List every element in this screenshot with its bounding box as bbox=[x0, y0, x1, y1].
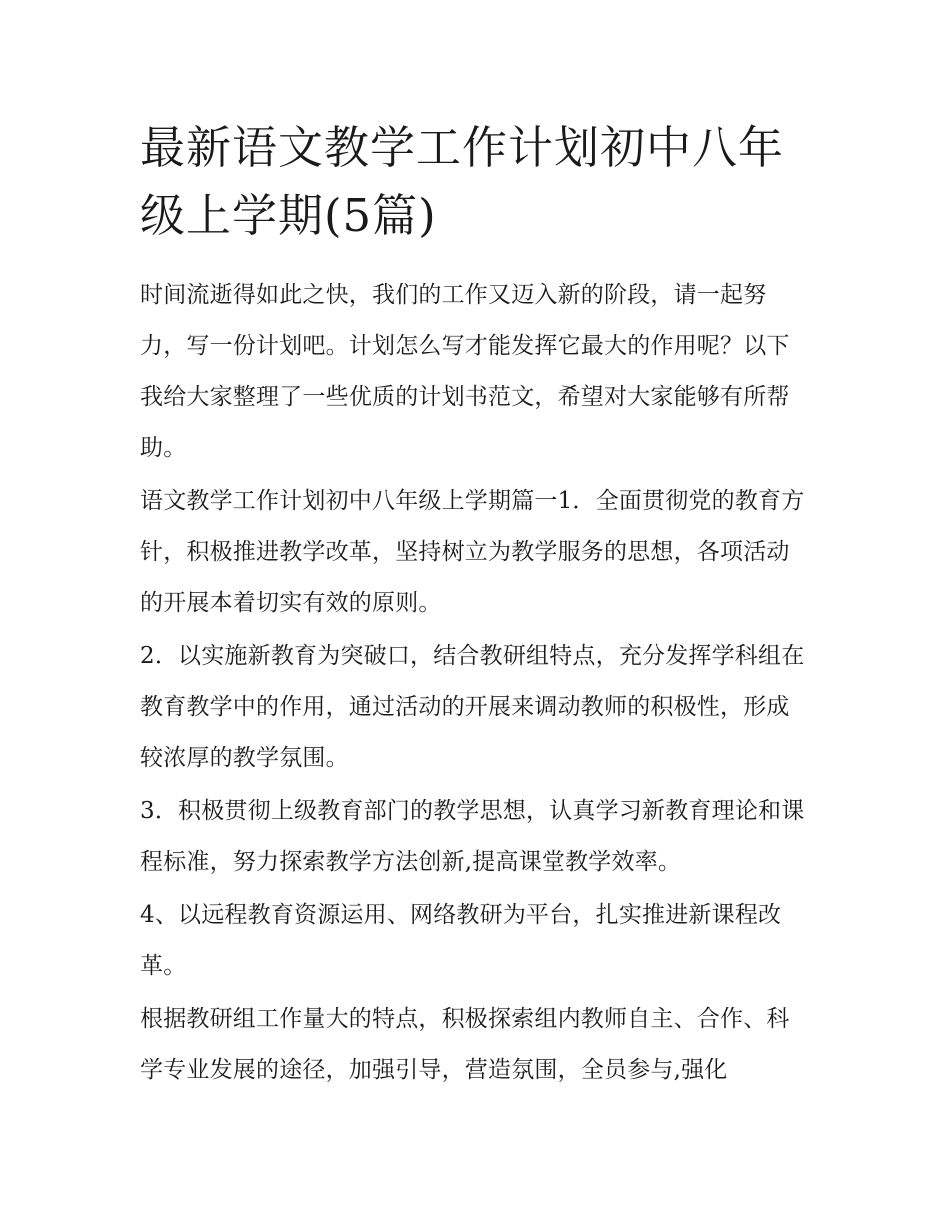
paragraph-item-3: 3．积极贯彻上级教育部门的教学思想，认真学习新教育理论和课程标准，努力探索教学方法创新,提高课堂教学效率。 bbox=[140, 798, 805, 875]
document-body bbox=[140, 114, 812, 1098]
paragraph-intro: 时间流逝得如此之快，我们的工作又迈入新的阶段，请一起努力，写一份计划吧。计划怎么写才能发挥它最大的作用呢？以下我给大家整理了一些优质的计划书范文，希望对大家能够有所帮助。 bbox=[140, 282, 790, 461]
paragraph-item-1: 语文教学工作计划初中八年级上学期篇一1．全面贯彻党的教育方针，积极推进教学改革，坚持树立为教学服务的思想，各项活动的开展本着切实有效的原则。 bbox=[140, 488, 805, 616]
paragraph-item-2: 2．以实施新教育为突破口，结合教研组特点，充分发挥学科组在教育教学中的作用，通过活动的开展来调动教师的积极性，形成较浓厚的教学氛围。 bbox=[140, 643, 805, 771]
paragraph-item-4: 4、以远程教育资源运用、网络教研为平台，扎实推进新课程改革。 bbox=[140, 902, 782, 979]
document-title: 最新语文教学工作计划初中八年级上学期(5篇) bbox=[140, 121, 785, 242]
paragraph-teaching-group: 根据教研组工作量大的特点，积极探索组内教师自主、合作、科学专业发展的途径，加强引导，营造氛围，全员参与,强化 bbox=[140, 1006, 790, 1083]
